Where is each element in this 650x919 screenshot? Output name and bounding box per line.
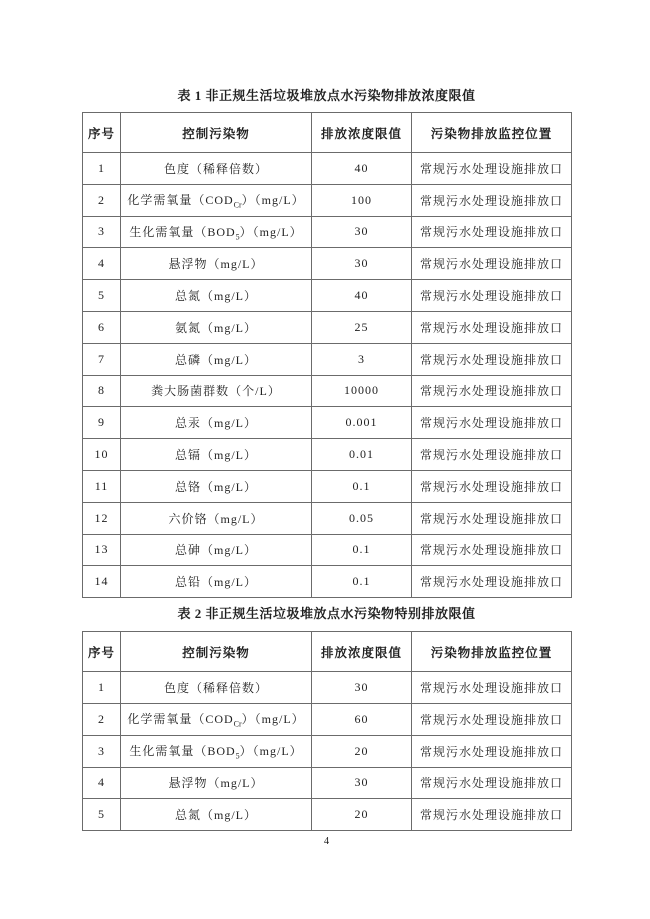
cell-monitoring-location: 常规污水处理设施排放口	[412, 799, 572, 831]
cell-monitoring-location: 常规污水处理设施排放口	[412, 439, 572, 471]
cell-serial: 1	[83, 153, 121, 185]
column-header: 污染物排放监控位置	[412, 632, 572, 672]
cell-pollutant: 氨氮（mg/L）	[121, 311, 312, 343]
cell-limit: 30	[312, 248, 412, 280]
table-row	[83, 735, 572, 767]
cell-limit: 40	[312, 280, 412, 312]
cell-serial: 14	[83, 566, 121, 598]
cell-serial: 4	[83, 767, 121, 799]
cell-serial: 5	[83, 799, 121, 831]
cell-monitoring-location: 常规污水处理设施排放口	[412, 566, 572, 598]
table2-title: 表 2 非正规生活垃圾堆放点水污染物特别排放限值	[177, 606, 476, 622]
cell-pollutant: 总氮（mg/L）	[121, 280, 312, 312]
table-row	[83, 502, 572, 534]
cell-serial: 4	[83, 248, 121, 280]
cell-pollutant: 化学需氧量$(COD_{Cr})(mg/L)$	[121, 184, 312, 216]
cell-serial: 2	[83, 184, 121, 216]
cell-monitoring-location: 常规污水处理设施排放口	[412, 407, 572, 439]
cell-monitoring-location: 常规污水处理设施排放口	[412, 470, 572, 502]
cell-serial: 11	[83, 470, 121, 502]
table-row	[83, 767, 572, 799]
table-row	[83, 566, 572, 598]
cell-pollutant: 总磷（mg/L）	[121, 343, 312, 375]
page-number: 4	[323, 836, 330, 848]
cell-limit: 0.1	[312, 566, 412, 598]
table-row	[83, 439, 572, 471]
column-header: 序号	[83, 632, 121, 672]
table-row	[83, 672, 572, 704]
table-row	[83, 343, 572, 375]
cell-limit: 0.05	[312, 502, 412, 534]
cell-serial: 2	[83, 703, 121, 735]
table-row	[83, 311, 572, 343]
table1-pollutant-limits	[82, 112, 572, 598]
cell-pollutant: 总汞（mg/L）	[121, 407, 312, 439]
cell-monitoring-location: 常规污水处理设施排放口	[412, 735, 572, 767]
table-row	[83, 184, 572, 216]
column-header: 控制污染物	[121, 113, 312, 153]
cell-pollutant: 色度（稀释倍数）	[121, 672, 312, 704]
cell-pollutant: 总氮（mg/L）	[121, 799, 312, 831]
column-header: 序号	[83, 113, 121, 153]
table-row	[83, 534, 572, 566]
table-row	[83, 280, 572, 312]
cell-serial: 13	[83, 534, 121, 566]
cell-pollutant: 生化需氧量$(BOD_5)(mg/L)$	[121, 216, 312, 248]
header-row	[83, 113, 572, 153]
table-row	[83, 216, 572, 248]
cell-monitoring-location: 常规污水处理设施排放口	[412, 248, 572, 280]
cell-monitoring-location: 常规污水处理设施排放口	[412, 280, 572, 312]
column-header: 排放浓度限值	[312, 113, 412, 153]
cell-pollutant: 总铬（mg/L）	[121, 470, 312, 502]
cell-serial: 8	[83, 375, 121, 407]
cell-limit: 0.1	[312, 534, 412, 566]
cell-monitoring-location: 常规污水处理设施排放口	[412, 375, 572, 407]
column-header: 控制污染物	[121, 632, 312, 672]
cell-serial: 3	[83, 216, 121, 248]
cell-pollutant: 六价铬（mg/L）	[121, 502, 312, 534]
cell-limit: 25	[312, 311, 412, 343]
cell-pollutant: 总砷（mg/L）	[121, 534, 312, 566]
cell-pollutant: 总镉（mg/L）	[121, 439, 312, 471]
cell-limit: 30	[312, 672, 412, 704]
table-row	[83, 153, 572, 185]
table-row	[83, 799, 572, 831]
cell-serial: 7	[83, 343, 121, 375]
cell-pollutant: 悬浮物（mg/L）	[121, 248, 312, 280]
cell-limit: 20	[312, 735, 412, 767]
cell-limit: 20	[312, 799, 412, 831]
cell-serial: 9	[83, 407, 121, 439]
cell-serial: 10	[83, 439, 121, 471]
column-header: 排放浓度限值	[312, 632, 412, 672]
cell-limit: 30	[312, 216, 412, 248]
header-row	[83, 632, 572, 672]
cell-serial: 1	[83, 672, 121, 704]
cell-pollutant: 悬浮物（mg/L）	[121, 767, 312, 799]
page-content	[82, 0, 571, 847]
cell-monitoring-location: 常规污水处理设施排放口	[412, 502, 572, 534]
cell-limit: 30	[312, 767, 412, 799]
table1-title: 表 1 非正规生活垃圾堆放点水污染物排放浓度限值	[177, 88, 476, 103]
table-row	[83, 248, 572, 280]
cell-pollutant: 化学需氧量$(COD_{Cr})(mg/L)$	[121, 703, 312, 735]
table2-special-limits	[82, 631, 572, 831]
cell-limit: 0.1	[312, 470, 412, 502]
table-row	[83, 470, 572, 502]
table-row	[83, 407, 572, 439]
cell-monitoring-location: 常规污水处理设施排放口	[412, 672, 572, 704]
cell-pollutant: 色度（稀释倍数）	[121, 153, 312, 185]
cell-serial: 3	[83, 735, 121, 767]
cell-monitoring-location: 常规污水处理设施排放口	[412, 153, 572, 185]
cell-monitoring-location: 常规污水处理设施排放口	[412, 184, 572, 216]
cell-monitoring-location: 常规污水处理设施排放口	[412, 703, 572, 735]
cell-pollutant: 生化需氧量$(BOD_5)(mg/L)$	[121, 735, 312, 767]
cell-monitoring-location: 常规污水处理设施排放口	[412, 767, 572, 799]
cell-limit: 3	[312, 343, 412, 375]
column-header: 污染物排放监控位置	[412, 113, 572, 153]
cell-monitoring-location: 常规污水处理设施排放口	[412, 216, 572, 248]
cell-limit: 60	[312, 703, 412, 735]
cell-pollutant: 总铅（mg/L）	[121, 566, 312, 598]
cell-monitoring-location: 常规污水处理设施排放口	[412, 343, 572, 375]
cell-limit: 0.01	[312, 439, 412, 471]
cell-serial: 6	[83, 311, 121, 343]
cell-monitoring-location: 常规污水处理设施排放口	[412, 534, 572, 566]
cell-limit: 100	[312, 184, 412, 216]
cell-monitoring-location: 常规污水处理设施排放口	[412, 311, 572, 343]
cell-serial: 5	[83, 280, 121, 312]
cell-serial: 12	[83, 502, 121, 534]
cell-limit: 40	[312, 153, 412, 185]
cell-limit: 0.001	[312, 407, 412, 439]
cell-pollutant: 粪大肠菌群数（个/L）	[121, 375, 312, 407]
table-row	[83, 703, 572, 735]
table-row	[83, 375, 572, 407]
cell-limit: 10000	[312, 375, 412, 407]
